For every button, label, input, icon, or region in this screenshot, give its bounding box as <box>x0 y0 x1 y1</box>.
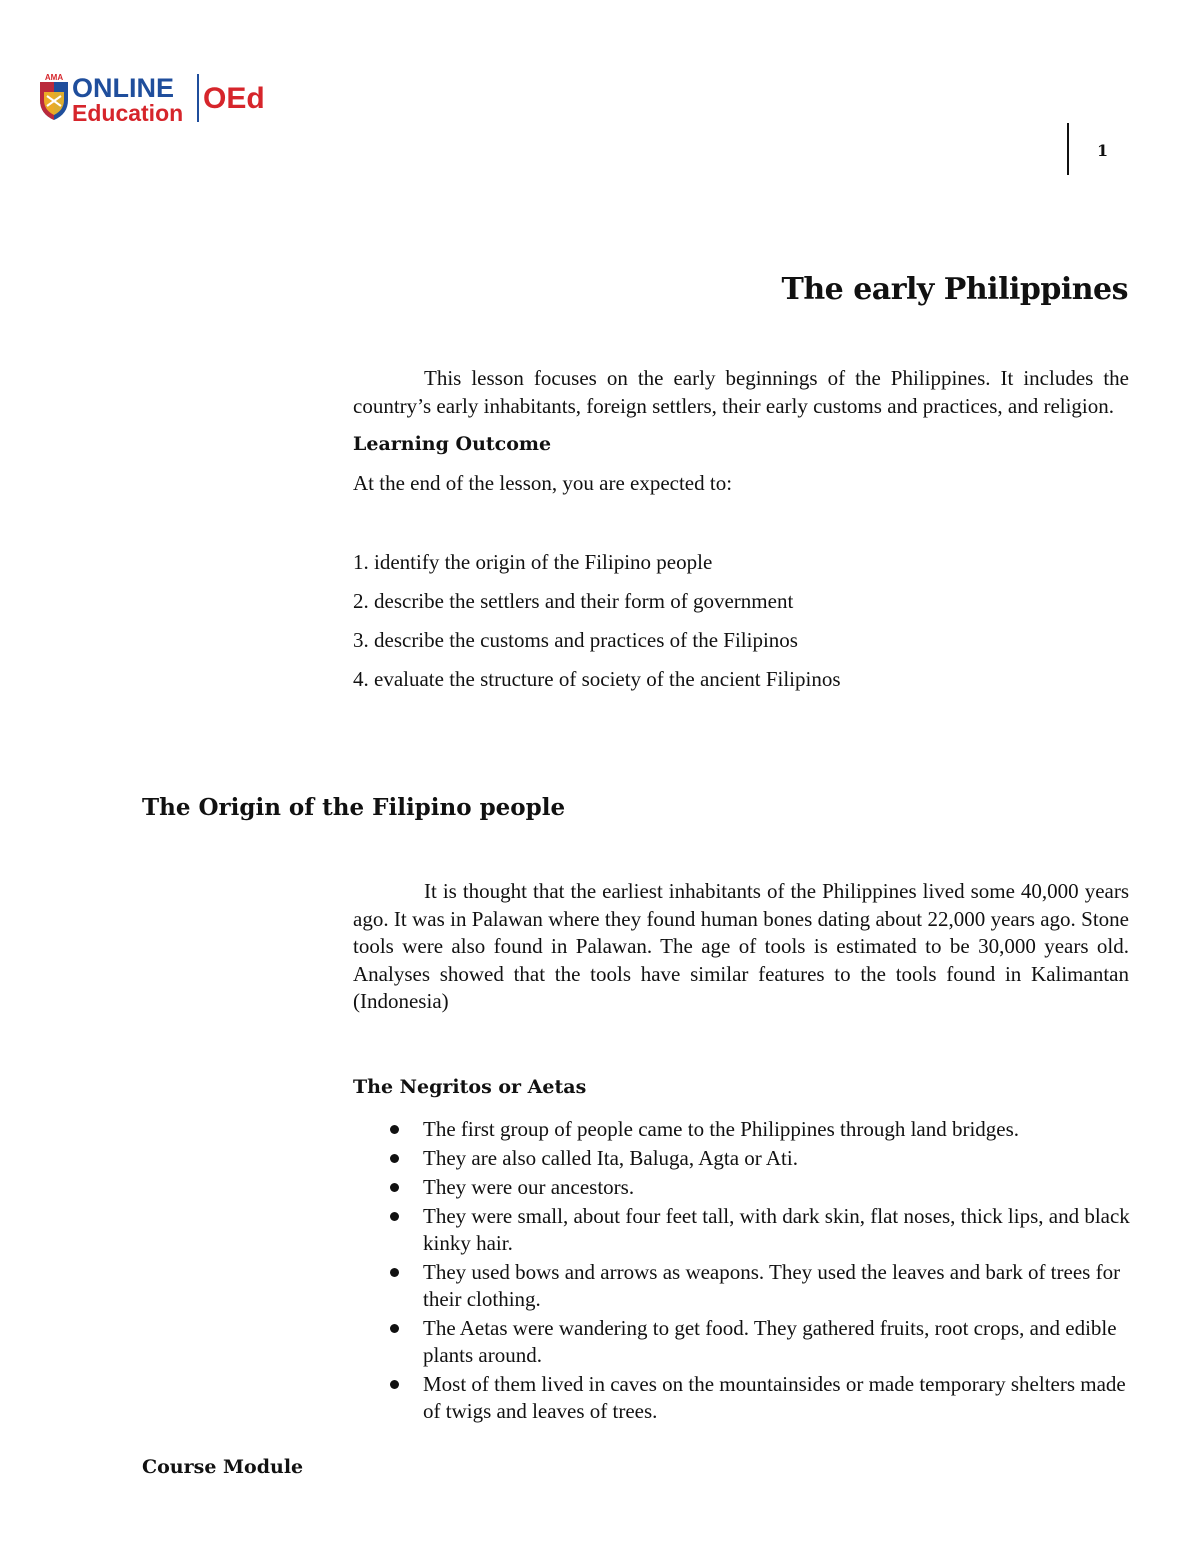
bullet-item: Most of them lived in caves on the mountainsides or made temporary shelters made of twigs and leaves of trees. <box>388 1371 1133 1425</box>
bullet-dot-icon <box>390 1268 399 1277</box>
bullet-item: They were our ancestors. <box>388 1174 1133 1201</box>
negritos-bullet-list <box>388 1116 1133 1427</box>
bullet-dot-icon <box>390 1183 399 1192</box>
bullet-item: The first group of people came to the Philippines through land bridges. <box>388 1116 1133 1143</box>
outcome-item: 4. evaluate the structure of society of the ancient Filipinos <box>353 667 841 691</box>
origin-section <box>353 878 1129 1016</box>
negritos-section <box>353 1074 1129 1101</box>
bullet-item: They used bows and arrows as weapons. They used the leaves and bark of trees for their clothing. <box>388 1259 1133 1313</box>
page-number-divider <box>1067 123 1069 175</box>
intro-paragraph: This lesson focuses on the early beginnings of the Philippines. It includes the country’s early inhabitants, foreign settlers, their early customs and practices, and religion. <box>353 366 1129 418</box>
bullet-dot-icon <box>390 1324 399 1333</box>
svg-text:AMA: AMA <box>44 73 64 82</box>
footer-course-module: Course Module <box>142 1456 304 1478</box>
online-education-logo <box>38 70 270 126</box>
logo-graphic <box>38 70 270 126</box>
origin-paragraph: It is thought that the earliest inhabitants of the Philippines lived some 40,000 years ago. It was in Palawan where they found human bones dating about 22,000 years ago. Stone tools were also found in Palawan. The age of tools is estimated to be 30,000 years old. Analyses showed that the tools have similar features to the tools found in Kalimantan (Indonesia) <box>353 879 1129 1013</box>
learning-outcome-lead: At the end of the lesson, you are expected to: <box>353 471 733 495</box>
bullet-item: They are also called Ita, Baluga, Agta or Ati. <box>388 1145 1133 1172</box>
negritos-heading: The Negritos or Aetas <box>353 1076 587 1098</box>
origin-section-heading: The Origin of the Filipino people <box>142 794 566 821</box>
logo-oed-mark: OEd <box>203 82 265 115</box>
page-number: 1 <box>1097 141 1109 160</box>
bullet-dot-icon <box>390 1125 399 1134</box>
outcome-item: 1. identify the origin of the Filipino people <box>353 550 713 574</box>
logo-education-text: Education <box>72 100 184 126</box>
bullet-dot-icon <box>390 1380 399 1389</box>
bullet-dot-icon <box>390 1154 399 1163</box>
intro-section <box>353 365 1129 705</box>
bullet-item: They were small, about four feet tall, with dark skin, flat noses, thick lips, and black kinky hair. <box>388 1203 1133 1257</box>
learning-outcome-list <box>353 549 1129 705</box>
bullet-item: The Aetas were wandering to get food. They gathered fruits, root crops, and edible plants around. <box>388 1315 1133 1369</box>
logo-online-text: ONLINE <box>72 73 175 103</box>
bullet-dot-icon <box>390 1212 399 1221</box>
learning-outcome-heading: Learning Outcome <box>353 433 552 455</box>
outcome-item: 2. describe the settlers and their form of government <box>353 589 794 613</box>
document-title: The early Philippines <box>781 272 1128 307</box>
outcome-item: 3. describe the customs and practices of the Filipinos <box>353 628 798 652</box>
